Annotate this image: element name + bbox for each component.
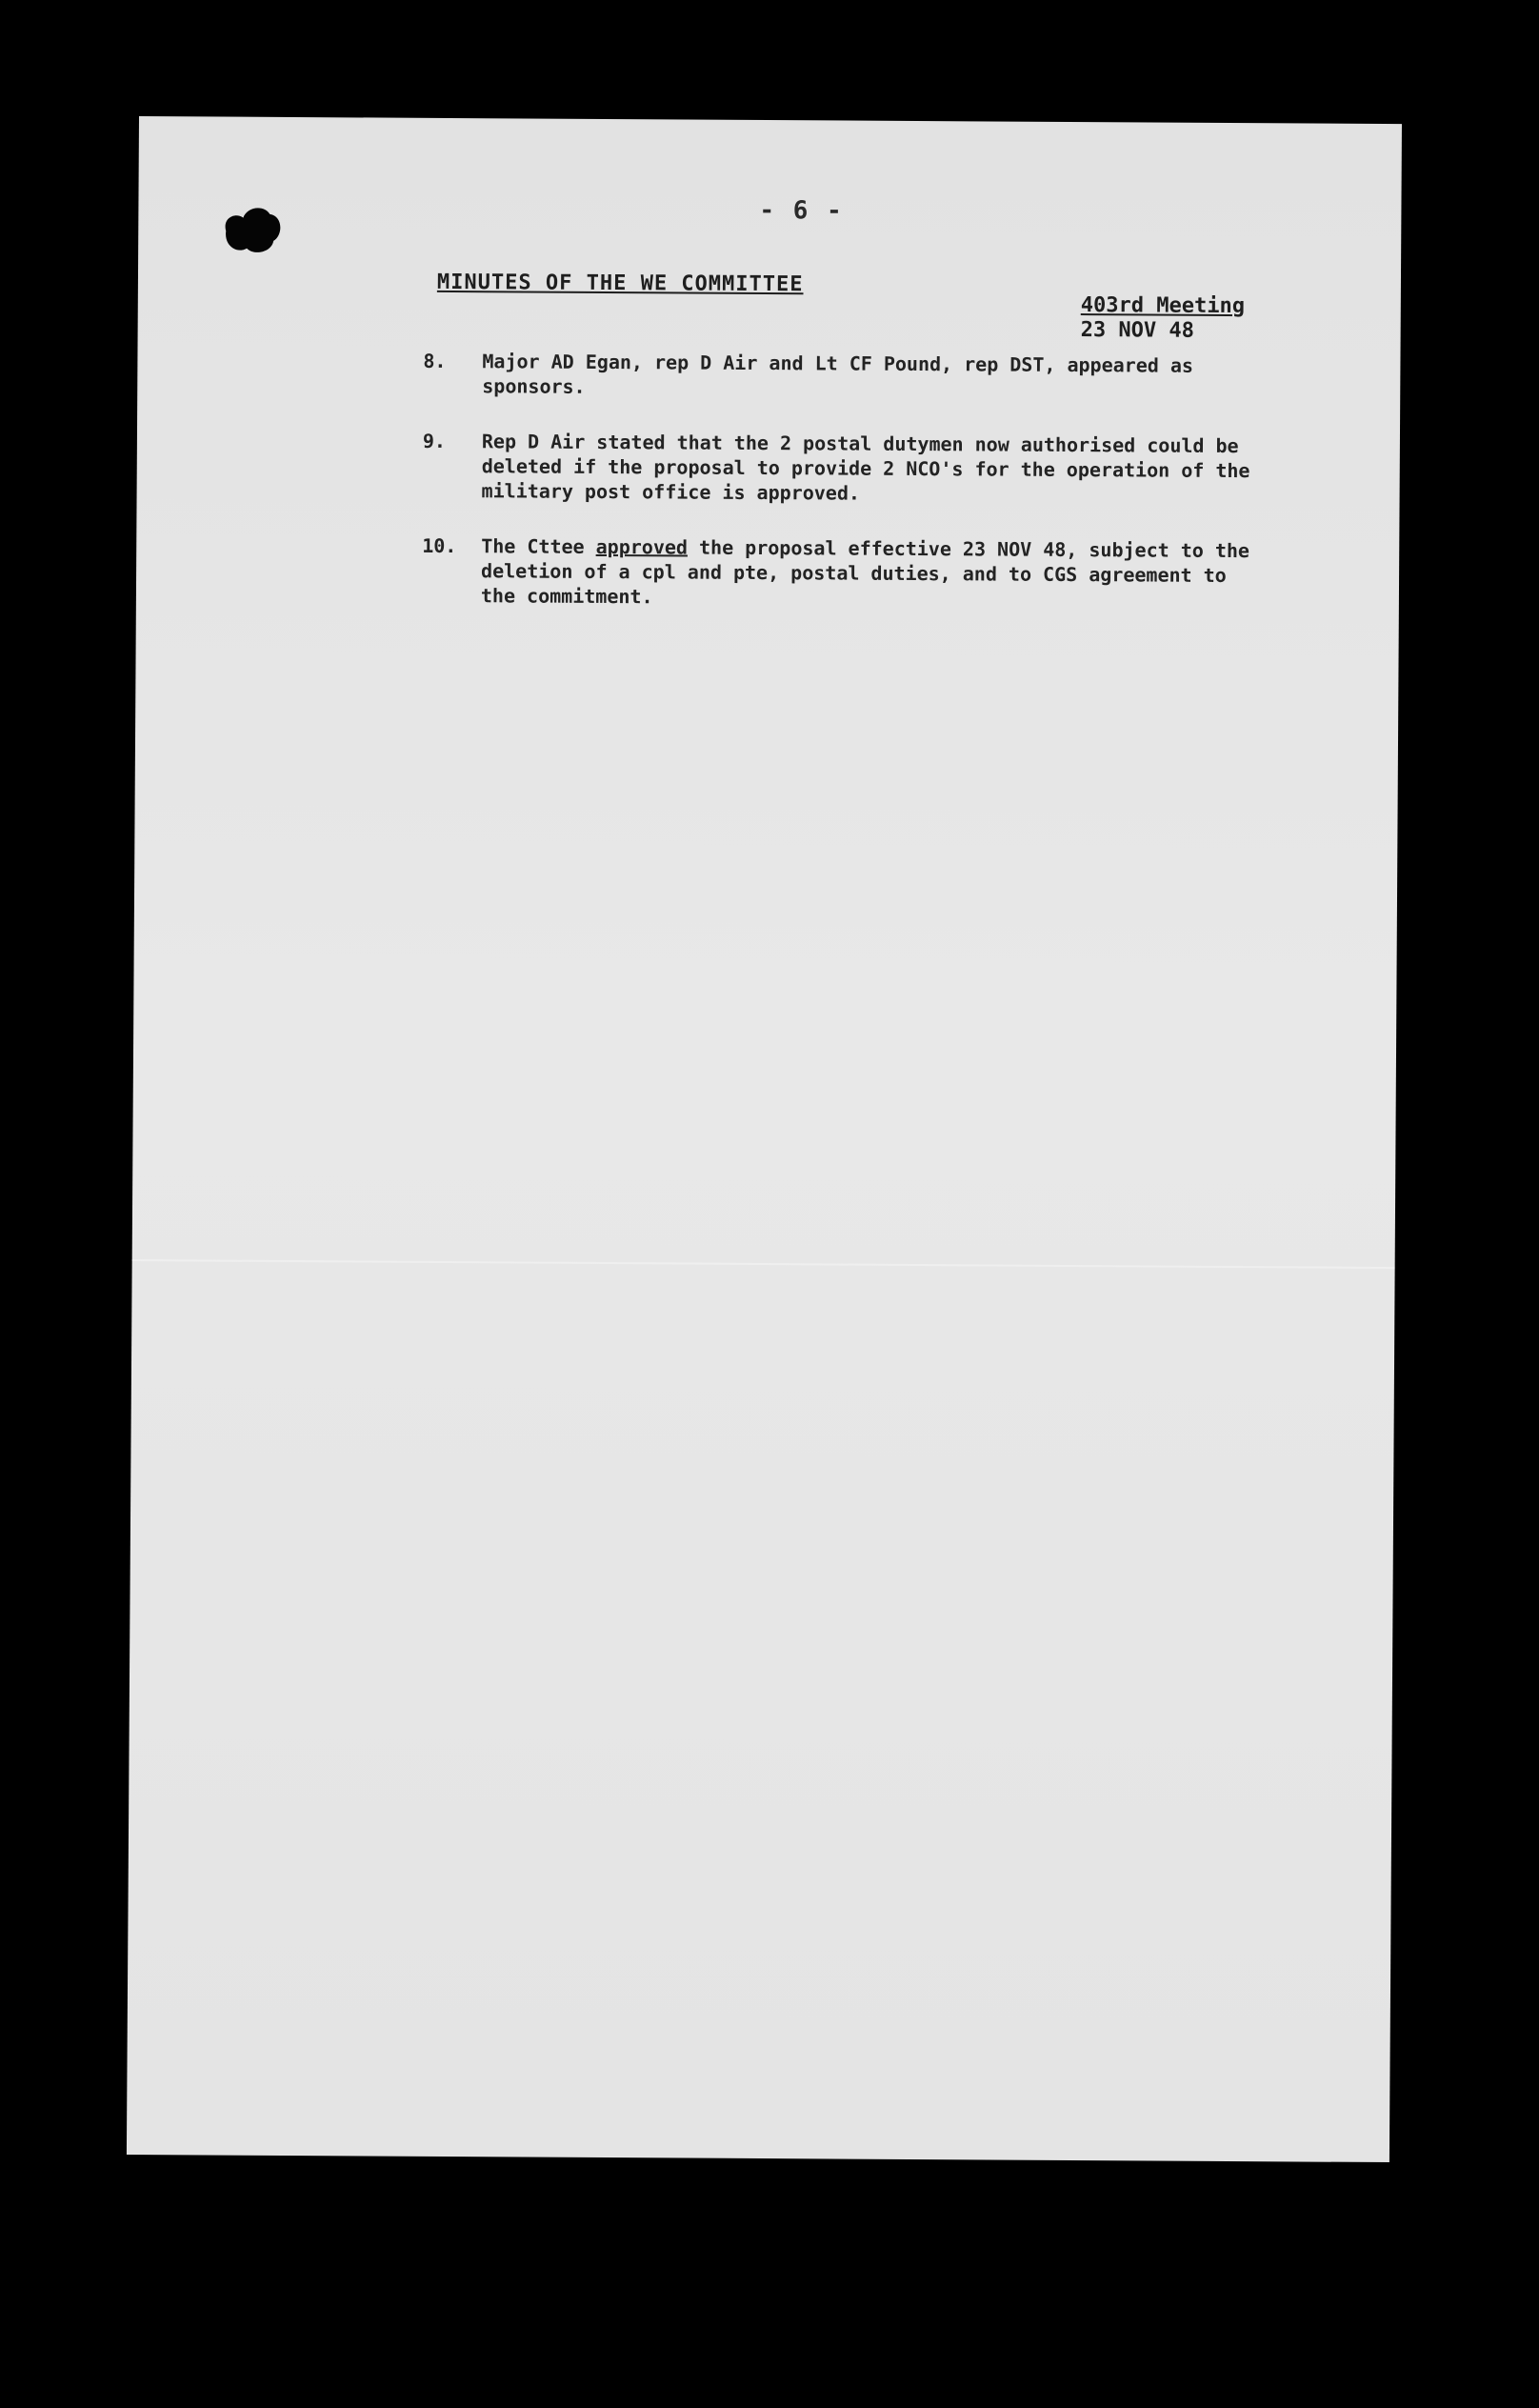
page-number: - 6 - [759,195,844,226]
item-number: 8. [423,349,447,372]
meeting-date: 23 NOV 48 [1080,318,1194,343]
ink-blot-mark [216,202,285,255]
paper-fold-line [132,1259,1395,1269]
item-number: 10. [422,533,457,558]
approved-word: approved [595,534,689,559]
item-text [481,533,1269,612]
meeting-info [1081,293,1246,344]
document-page [127,116,1402,2162]
minute-item-8 [423,349,1280,403]
item-text-start: The Cttee [481,534,596,558]
minute-item-10 [422,533,1269,612]
document-title: MINUTES OF THE WE COMMITTEE [436,270,804,297]
minute-item-9 [423,429,1309,509]
item-number: 9. [422,429,447,452]
item-text-end: the proposal effective 23 NOV 48, subject to the deletion of a cpl and pte, postal duties, and to CGS agreement to the commitment. [480,535,1250,609]
item-text: Rep D Air stated that the 2 postal dutymen now authorised could be deleted if the proposal to provide 2 NCO's for the operation of the military post office is approved. [481,430,1250,505]
item-text: Major AD Egan, rep D Air and Lt CF Pound, rep DST, appeared as sponsors. [482,350,1194,398]
meeting-number: 403rd Meeting [1080,293,1246,319]
